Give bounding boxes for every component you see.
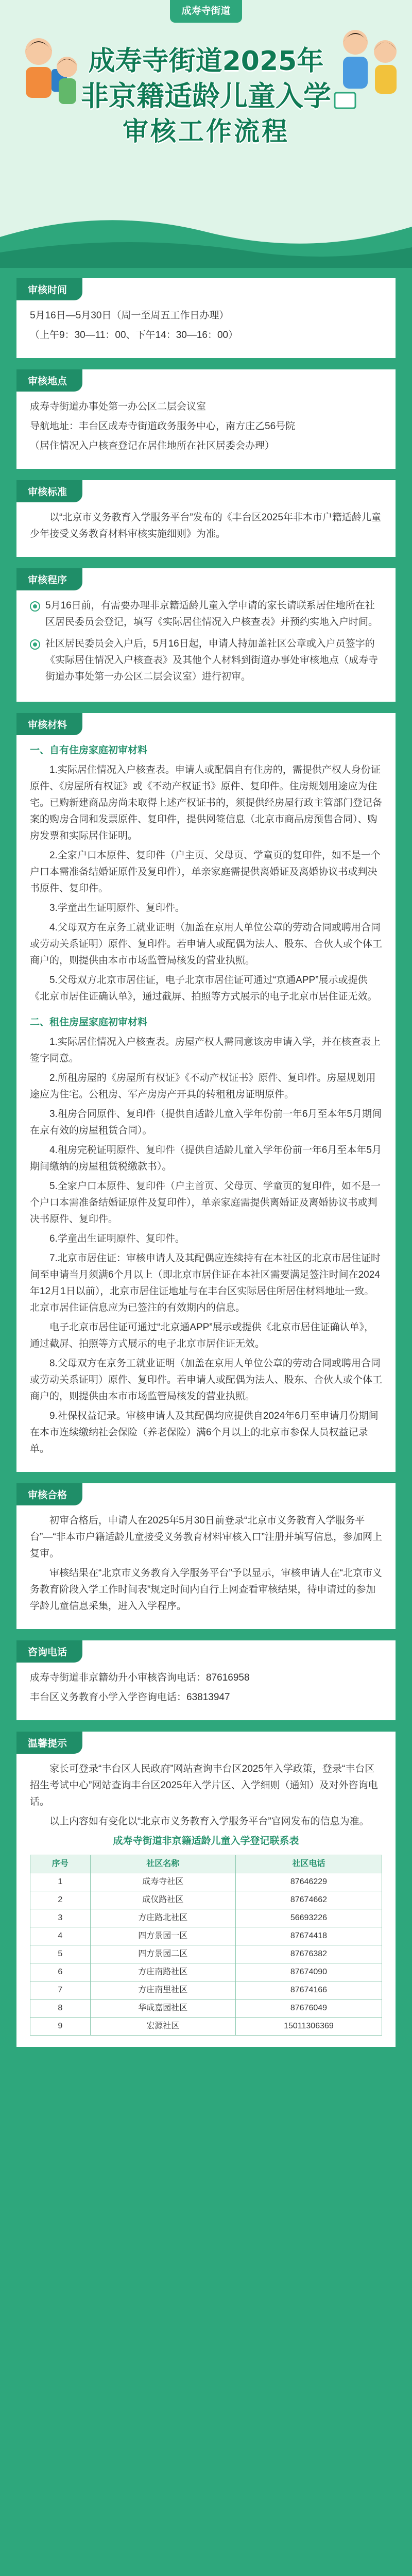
bullet-icon xyxy=(30,601,40,612)
table-row xyxy=(30,1999,382,2018)
table-cell: 87674090 xyxy=(235,1963,382,1981)
table-cell: 成仪路社区 xyxy=(90,1891,235,1909)
table-cell: 5 xyxy=(30,1945,91,1963)
material-item: 电子北京市居住证可通过“北京通APP”展示或提供《北京市居住证确认单》，通过截屏、拍照等方式展示的电子北京市居住证无效。 xyxy=(30,1322,374,1349)
section-heading-phone: 咨询电话 xyxy=(16,1640,82,1663)
table-cell: 7 xyxy=(30,1981,91,1999)
material-item: 4.租房完税证明原件、复印件（提供自适龄儿童入学年份前一年6月至本年5月期间缴纳的房屋租赁税缴款书）。 xyxy=(30,1145,382,1172)
table-row xyxy=(30,1873,382,1891)
section-procedure xyxy=(16,568,396,702)
procedure-item xyxy=(30,636,382,685)
procedure-item xyxy=(30,598,382,631)
table-row xyxy=(30,1945,382,1963)
material-item: 6.学童出生证明原件、复印件。 xyxy=(49,1233,185,1244)
material-item: 4.父母双方在京务工就业证明（加盖在京用人单位公章的劳动合同或聘用合同或劳动关系证明）原件、复印件。若申请人或配偶为法人、股东、合伙人或个体工商户的，则提供由本市市场监管局核发的营业执照。 xyxy=(30,922,383,966)
section-tips xyxy=(16,1732,396,2047)
pass-paragraph: 审核结果在“北京市义务教育入学服务平台”予以显示，审核申请人在“北京市义务教育阶段入学工作时间表”规定时间内自行上网查看审核结果，待申请过的参加学龄儿童信息采集，进入入学程序。 xyxy=(30,1568,382,1612)
table-cell: 87674166 xyxy=(235,1981,382,1999)
table-cell: 方庄路北社区 xyxy=(90,1909,235,1927)
table-row xyxy=(30,1927,382,1945)
column-header: 社区名称 xyxy=(90,1855,235,1873)
materials-group1-title: 一、自有住房家庭初审材料 xyxy=(30,745,148,756)
material-item: 2.所租房屋的《房屋所有权证》《不动产权证书》原件、复印件。房屋规划用途应为住宅。公租房、军产房房产开具的转租租房证明原件。 xyxy=(30,1073,376,1100)
procedure-item-text: 5月16日前，有需要办理非京籍适龄儿童入学申请的家长请联系居住地所在社区居民委员会登记，填写《实际居住情况入户核查表》并预约实地入户时间。 xyxy=(45,600,379,628)
table-cell: 8 xyxy=(30,1999,91,2018)
table-cell: 2 xyxy=(30,1891,91,1909)
table-row xyxy=(30,2018,382,2036)
section-heading-location: 审核地点 xyxy=(16,369,82,392)
section-materials xyxy=(16,713,396,1472)
section-phone xyxy=(16,1640,396,1720)
material-item: 8.父母双方在京务工就业证明（加盖在京用人单位公章的劳动合同或聘用合同或劳动关系证明）原件、复印件。若申请人或配偶为法人、股东、合伙人或个体工商户的，则提供由本市市场监管局核发的营业执照。 xyxy=(30,1358,383,1402)
table-cell: 四方景园一区 xyxy=(90,1927,235,1945)
time-line: （上午9：30—11：00、下午14：30—16：00） xyxy=(30,330,238,341)
header-banner xyxy=(0,0,412,268)
table-cell: 方庄南路社区 xyxy=(90,1963,235,1981)
materials-group2-title: 二、租住房屋家庭初审材料 xyxy=(30,1017,148,1028)
section-pass xyxy=(16,1483,396,1629)
material-item: 7.北京市居住证：审核申请人及其配偶应连续持有在本社区的北京市居住证时间至申请当月须满6个月以上（即北京市居住证在本社区需要满足签注时间在2024年12月1日以前），北京市居住证地址与在丰台区实际居住所居住材料地址一致。北京市居住证信息应为已签注的有效期内的信息。 xyxy=(30,1253,381,1313)
brand-tab: 成寿寺街道 xyxy=(170,0,242,23)
phone-line: 成寿寺街道非京籍幼升小审核咨询电话：87616958 xyxy=(30,1672,250,1683)
material-item: 5.全家户口本原件、复印件（户主首页、父母页、学童页的复印件，如不是一个户口本需准备结婚证原件及复印件），单亲家庭需提供离婚证及离婚协议书或判决书原件、复印件。 xyxy=(30,1181,381,1225)
page-title-line1: 成寿寺街道2025年 xyxy=(88,46,324,77)
material-item: 1.实际居住情况入户核查表。申请人或配偶自有住房的，需提供产权人身份证原件、《房屋所有权证》或《不动产权证书》原件、复印件。住房规划用途应为住宅。已购新建商品房尚未取得上述产权证书的，须提供经房屋行政主管部门登记备案的购房合同和发票原件、复印件，提供网签信息（北京市商品房预售合同）、购房发票和实际居住证明。 xyxy=(30,765,383,841)
standard-text: 以“北京市义务教育入学服务平台”发布的《丰台区2025年非本市户籍适龄儿童少年接受义务教育材料审核实施细则》为准。 xyxy=(30,512,381,539)
material-item: 2.全家户口本原件、复印件（户主页、父母页、学童页的复印件，如不是一个户口本需准备结婚证原件及复印件），单亲家庭需提供离婚证及离婚协议书或判决书原件、复印件。 xyxy=(30,850,381,894)
table-cell: 87674418 xyxy=(235,1927,382,1945)
table-cell: 3 xyxy=(30,1909,91,1927)
contact-table-title: 成寿寺街道非京籍适龄儿童入学登记联系表 xyxy=(113,1836,299,1846)
section-heading-time: 审核时间 xyxy=(16,278,82,300)
section-heading-procedure: 审核程序 xyxy=(16,568,82,590)
location-line: （居住情况入户核查登记在居住地所在社区居委会办理） xyxy=(30,440,275,451)
table-row xyxy=(30,1891,382,1909)
time-line: 5月16日—5月30日（周一至周五工作日办理） xyxy=(30,310,229,321)
section-heading-standard: 审核标准 xyxy=(16,480,82,502)
material-item: 9.社保权益记录。审核申请人及其配偶均应提供自2024年6月至申请月份期间在本市连续缴纳社会保险（养老保险）满6个月以上的北京市参保人员权益记录单。 xyxy=(30,1411,379,1454)
column-header: 社区电话 xyxy=(235,1855,382,1873)
material-item: 3.租房合同原件、复印件（提供自适龄儿童入学年份前一年6月至本年5月期间在京有效的房屋租赁合同）。 xyxy=(30,1109,382,1136)
table-cell: 87674662 xyxy=(235,1891,382,1909)
table-cell: 87646229 xyxy=(235,1873,382,1891)
section-heading-pass: 审核合格 xyxy=(16,1483,82,1505)
section-time xyxy=(16,278,396,358)
contact-table xyxy=(30,1855,382,2036)
table-cell: 15011306369 xyxy=(235,2018,382,2036)
location-line: 成寿寺街道办事处第一办公区二层会议室 xyxy=(30,401,207,412)
page-title-line2: 非京籍适龄儿童入学 xyxy=(81,80,331,112)
tips-paragraph: 以上内容如有变化以“北京市义务教育入学服务平台”官网发布的信息为准。 xyxy=(49,1816,369,1827)
table-cell: 成寿寺社区 xyxy=(90,1873,235,1891)
table-cell: 6 xyxy=(30,1963,91,1981)
table-cell: 四方景园二区 xyxy=(90,1945,235,1963)
table-cell: 56693226 xyxy=(235,1909,382,1927)
table-cell: 4 xyxy=(30,1927,91,1945)
table-cell: 方庄南里社区 xyxy=(90,1981,235,1999)
table-row xyxy=(30,1981,382,1999)
table-header-row xyxy=(30,1855,382,1873)
table-cell: 87676049 xyxy=(235,1999,382,2018)
table-cell: 1 xyxy=(30,1873,91,1891)
section-heading-tips: 温馨提示 xyxy=(16,1732,82,1754)
hill-decoration xyxy=(0,196,412,268)
page-title-line3: 审核工作流程 xyxy=(123,116,289,146)
location-line: 导航地址：丰台区成寿寺街道政务服务中心，南方庄乙56号院 xyxy=(30,421,296,432)
material-item: 1.实际居住情况入户核查表。房屋产权人需同意该房申请入学，并在核查表上签字同意。 xyxy=(30,1037,381,1064)
material-item: 3.学童出生证明原件、复印件。 xyxy=(49,903,185,913)
bullet-icon xyxy=(30,639,40,650)
table-cell: 9 xyxy=(30,2018,91,2036)
table-row xyxy=(30,1963,382,1981)
table-cell: 宏源社区 xyxy=(90,2018,235,2036)
material-item: 5.父母双方北京市居住证，电子北京市居住证可通过“京通APP”展示或提供《北京市居住证确认单》，通过截屏、拍照等方式展示的电子北京市居住证无效。 xyxy=(30,975,377,1002)
section-heading-materials: 审核材料 xyxy=(16,713,82,735)
section-location xyxy=(16,369,396,469)
pass-paragraph: 初审合格后，申请人在2025年5月30日前登录“北京市义务教育入学服务平台”—“非本市户籍适龄儿童接受义务教育材料审核入口”注册并填写信息，参加网上复审。 xyxy=(30,1515,382,1559)
title-block xyxy=(0,44,412,149)
table-cell: 87676382 xyxy=(235,1945,382,1963)
table-cell: 华成嘉园社区 xyxy=(90,1999,235,2018)
procedure-item-text: 社区居民委员会入户后，5月16日起，申请人持加盖社区公章或入户员签字的《实际居住情况入户核查表》及其他个人材料到街道办事处审核地点（成寿寺街道办事处第一办公区二层会议室）进行初审。 xyxy=(45,638,379,682)
phone-line: 丰台区义务教育小学入学咨询电话：63813947 xyxy=(30,1692,230,1703)
column-header: 序号 xyxy=(30,1855,91,1873)
tips-paragraph: 家长可登录“丰台区人民政府”网站查询丰台区2025年入学政策，登录“丰台区招生考试中心”网站查询丰台区2025年入学片区、入学细则（通知）及对外咨询电话。 xyxy=(30,1764,378,1807)
section-standard xyxy=(16,480,396,557)
table-row xyxy=(30,1909,382,1927)
